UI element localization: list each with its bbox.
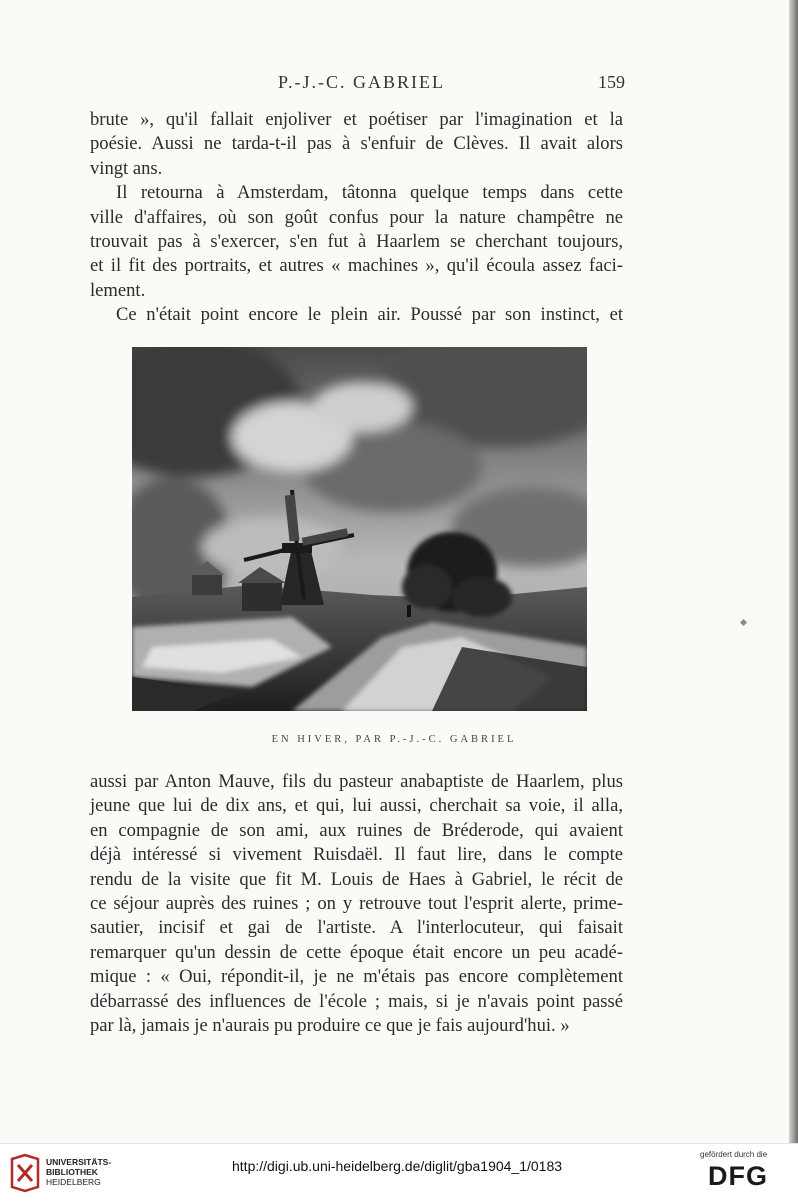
permalink-url[interactable]: http://digi.ub.uni-heidelberg.de/diglit/gba1904_1/0183 xyxy=(232,1158,563,1174)
text-line: en compagnie de son ami, aux ruines de Bréderode, qui avaient xyxy=(90,819,623,841)
library-line: HEIDELBERG xyxy=(46,1177,101,1187)
caption-text: EN HIVER, PAR P.-J.-C. GABRIEL xyxy=(271,734,517,745)
figure-caption xyxy=(0,734,798,745)
text-line: jeune que lui de dix ans, et qui, lui aussi, cherchait sa voie, il alla, xyxy=(90,795,623,817)
running-title: P.-J.-C. GABRIEL xyxy=(278,72,446,92)
digitization-footer xyxy=(0,1143,798,1202)
margin-mark xyxy=(740,619,747,626)
text-line: débarrassé des influences de l'école ; mais, si je n'avais point passé xyxy=(90,990,623,1012)
text-line: vingt ans. xyxy=(90,157,163,179)
winter-windmill-painting xyxy=(132,347,587,711)
text-line: trouvait pas à s'exercer, s'en fut à Haarlem se cherchant toujours, xyxy=(90,231,623,253)
walking-figure xyxy=(407,605,411,617)
dfg-logo: DFG xyxy=(708,1161,768,1191)
text-line: et il fit des portraits, et autres « machines », qu'il écoula assez faci- xyxy=(90,255,623,277)
text-line: ville d'affaires, où son goût confus pour la nature champêtre ne xyxy=(90,206,623,228)
running-head xyxy=(0,72,798,96)
text-line: aussi par Anton Mauve, fils du pasteur anabaptiste de Haarlem, plus xyxy=(90,771,623,792)
text-line: brute », qu'il fallait enjoliver et poétiser par l'imagination et la xyxy=(90,109,623,130)
funded-by-label: gefördert durch die xyxy=(700,1150,768,1159)
text-line: rendu de la visite que fit M. Louis de Haes à Gabriel, le récit de xyxy=(90,868,623,890)
body-text-top xyxy=(90,108,623,328)
text-line: Il retourna à Amsterdam, tâtonna quelque temps dans cette xyxy=(116,182,623,204)
library-line: UNIVERSITÄTS- xyxy=(46,1157,112,1167)
text-line: déjà intéressé si vivement Ruisdaël. Il faut lire, dans le compte xyxy=(90,844,623,866)
university-library-logo xyxy=(8,1153,42,1193)
text-line: Ce n'était point encore le plein air. Poussé par son instinct, et xyxy=(116,304,623,326)
text-line: mique : « Oui, répondit-il, je ne m'étais pas encore complètement xyxy=(90,966,623,988)
library-name xyxy=(46,1157,111,1187)
text-line: lement. xyxy=(90,279,146,301)
body-text-bottom xyxy=(90,770,623,1038)
page-number: 159 xyxy=(598,72,625,92)
library-line: BIBLIOTHEK xyxy=(46,1167,98,1177)
text-line: sautier, incisif et gai de l'artiste. A l'interlocuteur, qui faisait xyxy=(90,917,623,939)
page-edge-shadow xyxy=(789,0,798,1143)
painting-plate xyxy=(132,347,587,711)
text-line: remarquer qu'un dessin de cette époque était encore un peu acadé- xyxy=(90,941,623,963)
text-line: par là, jamais je n'aurais pu produire ce que je fais aujourd'hui. » xyxy=(90,1015,570,1037)
text-line: ce séjour auprès des ruines ; on y retrouve tout l'esprit alerte, prime- xyxy=(90,893,623,915)
text-line: poésie. Aussi ne tarda-t-il pas à s'enfuir de Clèves. Il avait alors xyxy=(90,133,623,155)
